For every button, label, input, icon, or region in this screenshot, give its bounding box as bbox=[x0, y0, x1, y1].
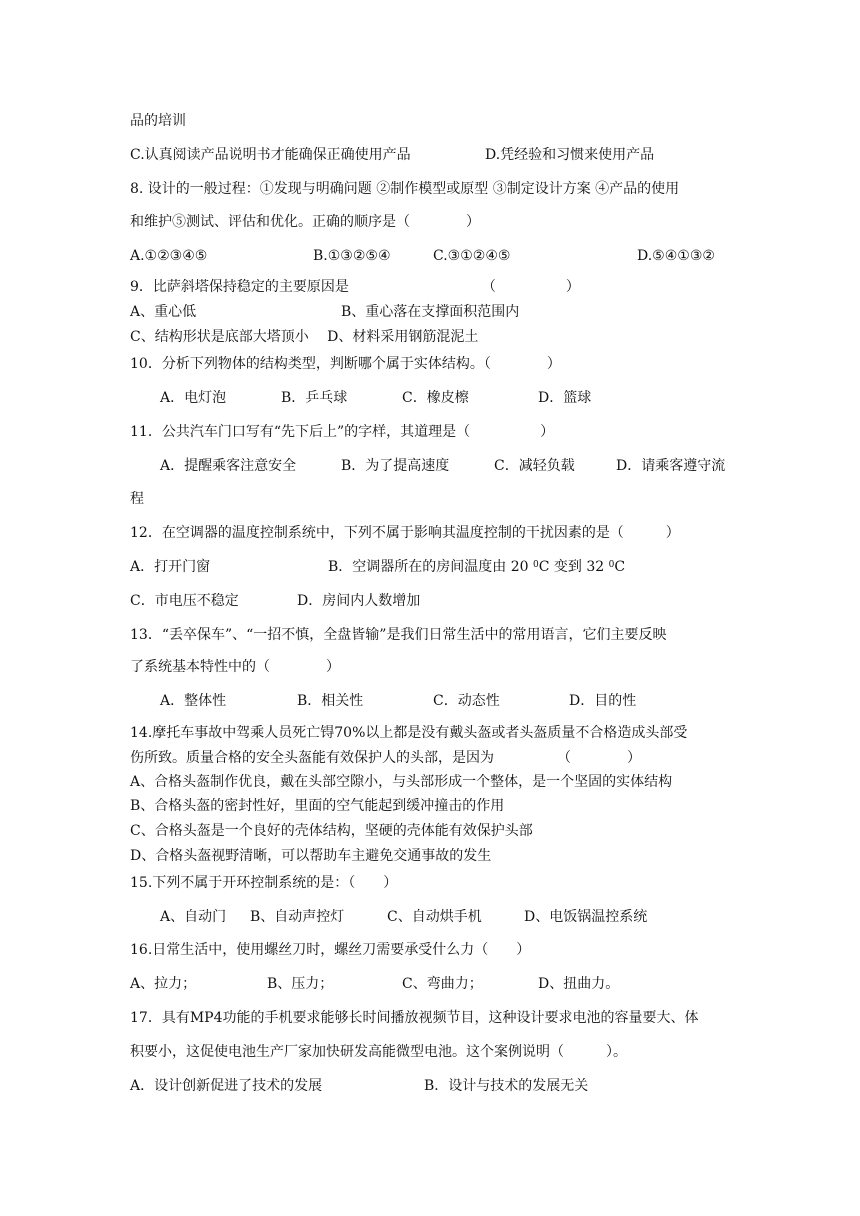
q16-option-d: D、扭曲力。 bbox=[538, 976, 620, 992]
q14-option-a: A、合格头盔制作优良，戴在头部空隙小，与头部形成一个整体，是一个坚固的实体结构 bbox=[130, 774, 673, 790]
q8-stem-line1: 8. 设计的一般过程：①发现与明确问题 ②制作模型或原型 ③制定设计方案 ④产品的使用 bbox=[130, 181, 680, 197]
q11-option-a: A．提醒乘客注意安全 bbox=[160, 458, 297, 474]
q15-option-b: B、自动声控灯 bbox=[250, 909, 345, 925]
q15-option-c: C、自动烘手机 bbox=[387, 909, 482, 925]
q9-options-c-d: C、结构形状是底部大塔顶小 D、材料采用钢筋混泥土 bbox=[130, 329, 479, 345]
q8-option-a: A.①②③④⑤ bbox=[130, 248, 208, 264]
q14-option-b: B、合格头盔的密封性好，里面的空气能起到缓冲撞击的作用 bbox=[130, 798, 505, 814]
q12-option-d: D．房间内人数增加 bbox=[297, 593, 421, 609]
q17-stem-line1: 17．具有MP4功能的手机要求能够长时间播放视频节目，这种设计要求电池的容量要大、体 bbox=[130, 1010, 699, 1026]
q8-option-b: B.①③②⑤④ bbox=[313, 248, 391, 264]
q12-option-a: A．打开门窗 bbox=[130, 559, 211, 575]
q13-option-a: A．整体性 bbox=[160, 693, 227, 709]
q11-option-d-wrap: 程 bbox=[130, 491, 144, 507]
q14-option-c: C、合格头盔是一个良好的壳体结构，坚硬的壳体能有效保护头部 bbox=[130, 823, 533, 839]
q13-option-c: C．动态性 bbox=[433, 693, 500, 709]
q12-stem: 12．在空调器的温度控制系统中，下列不属于影响其温度控制的干扰因素的是（ ） bbox=[130, 525, 680, 541]
q10-option-b: B．乒乓球 bbox=[281, 390, 348, 406]
q10-option-a: A．电灯泡 bbox=[160, 390, 227, 406]
q15-option-d: D、电饭锅温控系统 bbox=[524, 909, 648, 925]
q17-stem-line2: 积要小，这促使电池生产厂家加快研发高能微型电池。这个案例说明（ ）。 bbox=[130, 1044, 627, 1060]
q12-option-c: C．市电压不稳定 bbox=[130, 593, 239, 609]
q13-option-b: B．相关性 bbox=[297, 693, 364, 709]
q13-stem-line2: 了系统基本特性中的（ ） bbox=[130, 659, 340, 675]
q8-option-d: D.⑤④①③② bbox=[637, 248, 715, 264]
q13-option-d: D．目的性 bbox=[569, 693, 637, 709]
q15-stem: 15.下列不属于开环控制系统的是：（ ） bbox=[130, 875, 398, 891]
q16-option-c: C、弯曲力； bbox=[402, 976, 483, 992]
q16-option-b: B、压力； bbox=[267, 976, 334, 992]
q12-option-b: B．空调器所在的房间温度由 20 $^0$C 变到 32 $^0$C bbox=[328, 559, 626, 575]
q14-stem-line1: 14.摩托车事故中驾乘人员死亡锝70%以上都是没有戴头盔或者头盔质量不合格造成头部受 bbox=[130, 725, 688, 741]
q17-option-a: A．设计创新促进了技术的发展 bbox=[130, 1078, 323, 1094]
q11-stem: 11．公共汽车门口写有“先下后上”的字样，其道理是（ ） bbox=[130, 424, 555, 440]
q8-stem-line2: 和维护⑤测试、评估和优化。正确的顺序是（ ） bbox=[130, 214, 480, 230]
q16-option-a: A、拉力； bbox=[130, 976, 197, 992]
q11-option-b: B．为了提高速度 bbox=[341, 458, 450, 474]
q8-option-c: C.③①②④⑤ bbox=[433, 248, 511, 264]
q11-option-d: D．请乘客遵守流 bbox=[616, 458, 726, 474]
q11-option-c: C．减轻负载 bbox=[494, 458, 575, 474]
q17-option-b: B．设计与技术的发展无关 bbox=[424, 1078, 589, 1094]
q9-option-b: B、重心落在支撑面积范围内 bbox=[341, 304, 520, 320]
q13-stem-line1: 13．“丢卒保车”、“一招不慎，全盘皆输”是我们日常生活中的常用语言，它们主要反映 bbox=[130, 627, 667, 643]
text-line: 品的培训 bbox=[130, 113, 186, 129]
q10-option-c: C．橡皮檫 bbox=[402, 390, 469, 406]
q10-stem: 10．分析下列物体的结构类型，判断哪个属于实体结构。（ ） bbox=[130, 356, 561, 372]
q15-option-a: A、自动门 bbox=[160, 909, 227, 925]
q10-option-d: D．篮球 bbox=[538, 390, 592, 406]
q9-option-a: A、重心低 bbox=[130, 304, 197, 320]
q14-option-d: D、合格头盔视野清晰，可以帮助车主避免交通事故的发生 bbox=[130, 848, 492, 864]
q16-stem: 16.日常生活中，使用螺丝刀时，螺丝刀需要承受什么力（ ） bbox=[130, 942, 531, 958]
q9-stem: 9．比萨斜塔保持稳定的主要原因是 （ ） bbox=[130, 279, 580, 295]
q7-option-d: D.凭经验和习惯来使用产品 bbox=[485, 147, 655, 163]
q7-option-c: C.认真阅读产品说明书才能确保正确使用产品 bbox=[130, 147, 411, 163]
q14-stem-line2: 伤所致。质量合格的安全头盔能有效保护人的头部，是因为 （ ） bbox=[130, 750, 641, 766]
